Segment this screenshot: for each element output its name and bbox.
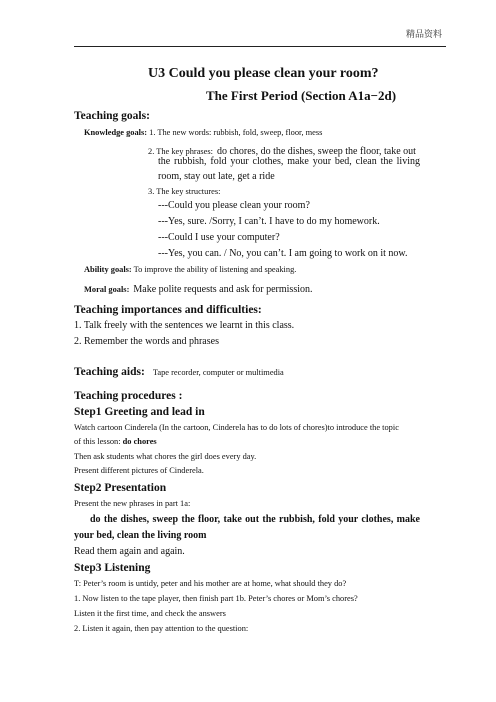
step3-heading: Step3 Listening — [74, 562, 151, 574]
structure-line: ---Could you please clean your room? — [158, 200, 310, 211]
teaching-aids-text: Tape recorder, computer or multimedia — [152, 368, 284, 377]
importances-heading: Teaching importances and difficulties: — [74, 304, 262, 316]
teaching-aids-line — [74, 362, 284, 380]
step2-line: Present the new phrases in part 1a: — [74, 499, 191, 508]
moral-goals-label: Moral goals: — [84, 285, 130, 294]
moral-goals-line — [84, 279, 313, 297]
step1-line — [74, 437, 157, 446]
step2-line: Read them again and again. — [74, 546, 185, 557]
step3-line: 2. Listen it again, then pay attention to the question: — [74, 624, 249, 633]
document-subtitle: The First Period (Section A1a−2d) — [206, 88, 397, 103]
step1-line2-topic: do chores — [122, 437, 157, 446]
knowledge-goals-label: Knowledge goals: — [84, 128, 148, 137]
key-phrases-line3: room, stay out late, get a ride — [158, 171, 275, 182]
step1-line: Then ask students what chores the girl does every day. — [74, 452, 257, 461]
step2-heading: Step2 Presentation — [74, 482, 167, 494]
key-phrases-line2: the rubbish, fold your clothes, make your bed, clean the living — [158, 156, 420, 167]
importance-item: 2. Remember the words and phrases — [74, 336, 219, 347]
ability-goals-line — [84, 265, 296, 274]
step3-line: Listen it the first time, and check the answers — [74, 609, 226, 618]
step1-line: Watch cartoon Cinderela (In the cartoon, Cinderela has to do lots of chores)to introduce the topic — [74, 423, 399, 432]
step3-line: T: Peter’s room is untidy, peter and his mother are at home, what should they do? — [74, 579, 347, 588]
step1-line: Present different pictures of Cinderela. — [74, 466, 204, 475]
step1-heading: Step1 Greeting and lead in — [74, 406, 205, 418]
header-tag: 精品资料 — [405, 30, 442, 40]
key-phrases-text1: do chores, do the dishes, sweep the floor, take out — [216, 146, 416, 157]
teaching-aids-label: Teaching aids: — [74, 366, 145, 378]
structure-line: ---Could I use your computer? — [158, 232, 280, 243]
knowledge-goals-text: 1. The new words: rubbish, fold, sweep, floor, mess — [149, 128, 323, 137]
step1-line2-prefix: of this lesson: — [74, 437, 123, 446]
document-title: U3 Could you please clean your room? — [148, 66, 379, 81]
procedures-heading: Teaching procedures : — [74, 390, 183, 402]
knowledge-goals-line — [84, 128, 322, 137]
ability-goals-label: Ability goals: — [84, 265, 132, 274]
importance-item: 1. Talk freely with the sentences we learnt in this class. — [74, 320, 295, 331]
ability-goals-text: To improve the ability of listening and speaking. — [133, 265, 297, 274]
key-structures-label: 3. The key structures: — [148, 187, 221, 196]
structure-line: ---Yes, sure. /Sorry, I can’t. I have to do my homework. — [158, 216, 380, 227]
step2-line: do the dishes, sweep the floor, take out the rubbish, fold your clothes, make — [90, 514, 420, 525]
header-rule — [74, 46, 446, 47]
goals-heading: Teaching goals: — [74, 110, 150, 122]
structure-line: ---Yes, you can. / No, you can’t. I am going to work on it now. — [158, 248, 408, 259]
moral-goals-text: Make polite requests and ask for permission. — [133, 284, 313, 295]
step3-line: 1. Now listen to the tape player, then finish part 1b. Peter’s chores or Mom’s chores? — [74, 594, 358, 603]
key-phrases-label: 2. The key phrases: — [148, 147, 213, 156]
step2-line: your bed, clean the living room — [74, 530, 207, 541]
